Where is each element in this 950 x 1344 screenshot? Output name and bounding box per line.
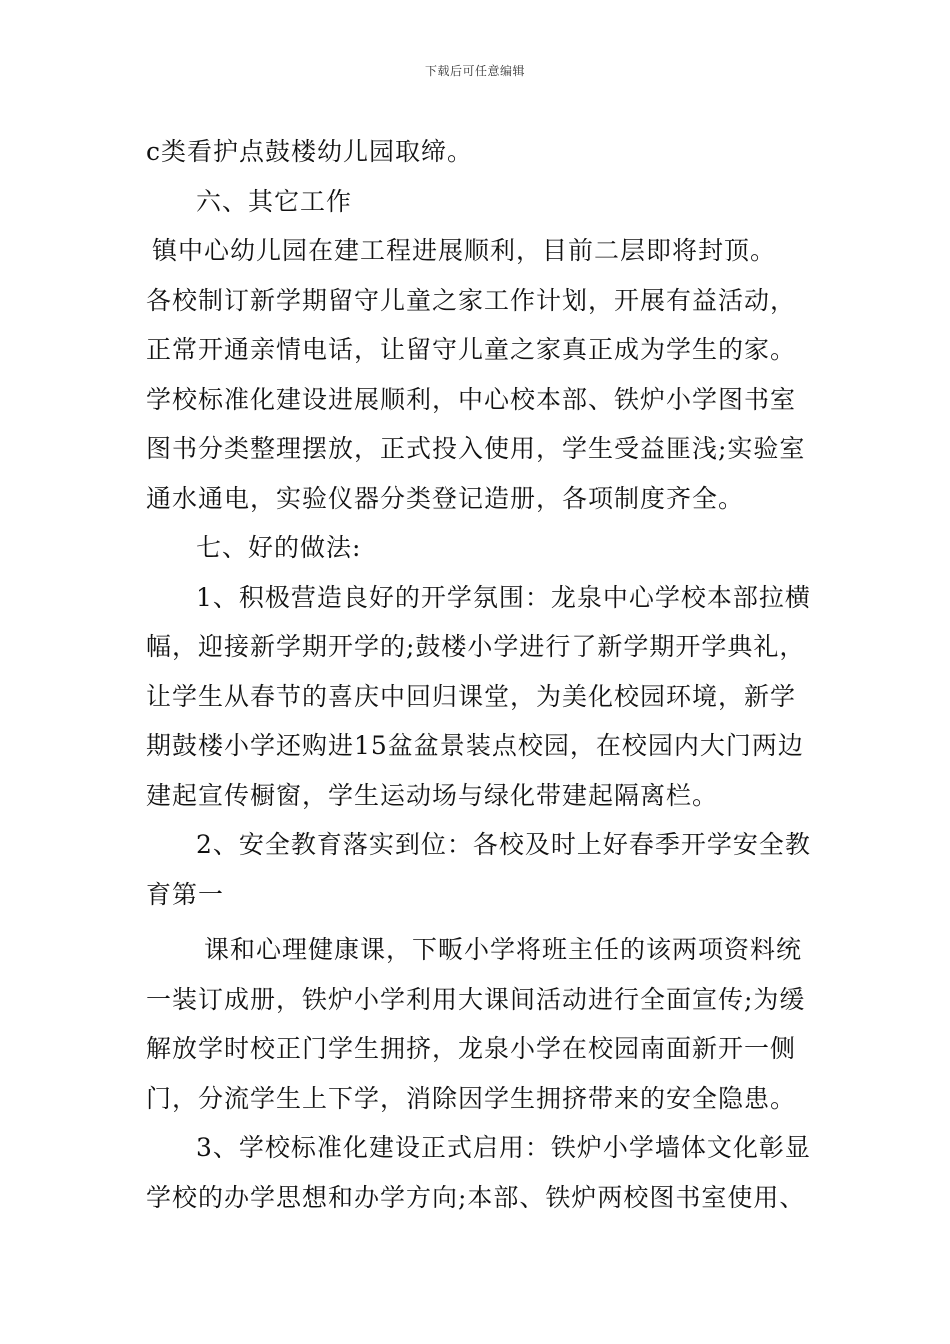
paragraph-line: 学校的办学思想和办学方向;本部、铁炉两校图书室使用、	[146, 1182, 806, 1212]
section-heading-other-work: 六、其它工作	[196, 186, 353, 216]
page-header-note: 下载后可任意编辑	[424, 64, 525, 78]
paragraph-line: 让学生从春节的喜庆中回归课堂，为美化校园环境，新学	[146, 681, 797, 711]
paragraph-line: c类看护点鼓楼幼儿园取缔。	[146, 137, 474, 166]
paragraph-line: 各校制订新学期留守儿童之家工作计划，开展有益活动，	[146, 285, 797, 315]
paragraph-line: 建起宣传橱窗，学生运动场与绿化带建起隔离栏。	[146, 780, 719, 810]
paragraph-line: 图书分类整理摆放，正式投入使用，学生受益匪浅;实验室	[146, 434, 806, 463]
paragraph-line: 课和心理健康课，下畈小学将班主任的该两项资料统	[204, 935, 803, 964]
paragraph-line: 1、积极营造良好的开学氛围：龙泉中心学校本部拉横	[196, 582, 811, 612]
section-heading-good-practices: 七、好的做法:	[196, 533, 362, 562]
paragraph-line: 幅，迎接新学期开学的;鼓楼小学进行了新学期开学典礼，	[146, 632, 806, 661]
paragraph-line: 镇中心幼儿园在建工程进展顺利，目前二层即将封顶。	[152, 236, 777, 265]
paragraph-line: 解放学时校正门学生拥挤，龙泉小学在校园南面新开一侧	[146, 1034, 797, 1063]
paragraph-line: 2、安全教育落实到位：各校及时上好春季开学安全教	[196, 830, 811, 859]
paragraph-line: 学校标准化建设进展顺利，中心校本部、铁炉小学图书室	[146, 384, 797, 414]
paragraph-line: 3、学校标准化建设正式启用：铁炉小学墙体文化彰显	[196, 1133, 811, 1162]
paragraph-line: 正常开通亲情电话，让留守儿童之家真正成为学生的家。	[146, 335, 797, 364]
document-body	[146, 127, 826, 1222]
paragraph-line: 期鼓楼小学还购进15盆盆景装点校园，在校园内大门两边	[146, 731, 804, 760]
paragraph-line: 育第一	[146, 879, 225, 909]
paragraph-line: 一装订成册，铁炉小学利用大课间活动进行全面宣传;为缓	[146, 984, 806, 1014]
paragraph-line: 通水通电，实验仪器分类登记造册，各项制度齐全。	[146, 483, 745, 513]
paragraph-line: 门，分流学生上下学，消除因学生拥挤带来的安全隐患。	[146, 1083, 797, 1113]
